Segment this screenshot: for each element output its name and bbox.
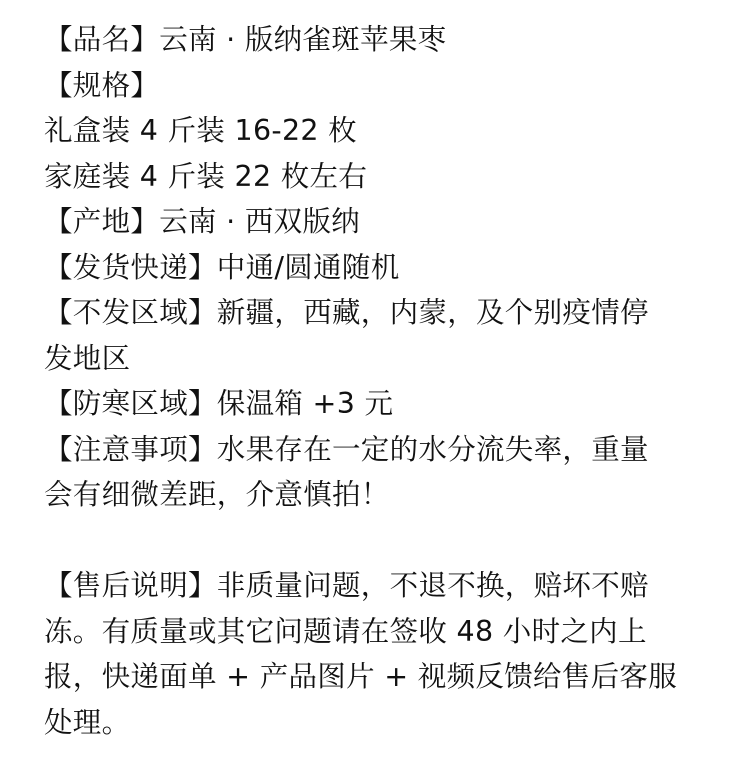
notice-line-cont: 会有细微差距，介意慎拍！ [44,478,390,511]
spec-heading-line: 【规格】 [44,68,160,102]
cold-protection-line: 【防寒区域】保温箱 +3 元 [44,387,394,420]
courier-line: 【发货快递】中通/圆通随机 [44,250,400,284]
after-sales-line-cont-3: 处理。 [44,705,131,739]
no-ship-region-line: 【不发区域】新疆，西藏，内蒙，及个别疫情停 [44,296,649,329]
no-ship-region-line-cont: 发地区 [44,341,131,375]
product-name-line: 【品名】云南 · 版纳雀斑苹果枣 [44,23,447,56]
after-sales-line-cont-1: 冻。有质量或其它问题请在签收 48 小时之内上 [44,614,647,648]
after-sales-line: 【售后说明】非质量问题，不退不换，赔坏不赔 [44,569,649,602]
after-sales-line-cont-2: 报，快递面单 + 产品图片 + 视频反馈给售后客服 [44,660,677,693]
gift-box-spec-line: 礼盒装 4 斤装 16-22 枚 [44,114,357,147]
notice-line: 【注意事项】水果存在一定的水分流失率，重量 [44,432,649,466]
blank-spacer-line [44,518,716,564]
origin-line: 【产地】云南 · 西双版纳 [44,205,361,238]
family-pack-spec-line: 家庭装 4 斤装 22 枚左右 [44,159,368,193]
